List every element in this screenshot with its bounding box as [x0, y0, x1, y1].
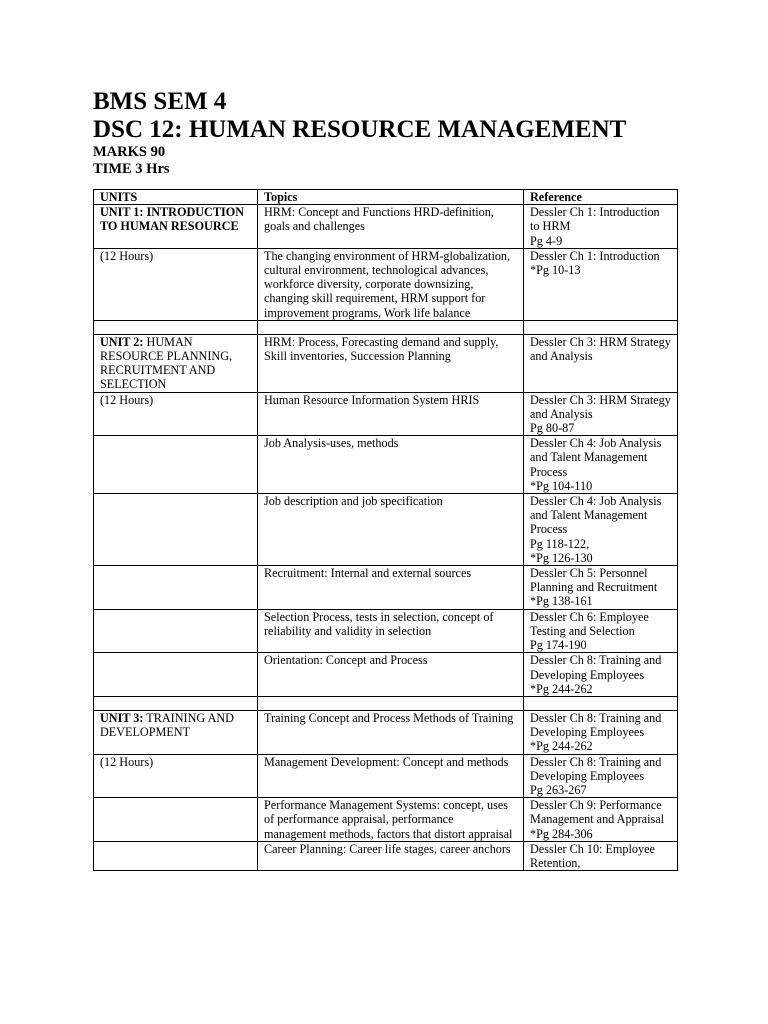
unit-cell	[94, 436, 258, 494]
topic-cell: Human Resource Information System HRIS	[258, 392, 524, 436]
unit-cell	[94, 798, 258, 842]
topic-cell: Career Planning: Career life stages, career anchors	[258, 841, 524, 870]
reference-line: Dessler Ch 8: Training and Developing Employees	[530, 710, 662, 740]
reference-line: Dessler Ch 1: Introduction *Pg 10-13	[530, 248, 660, 278]
unit-heading: UNIT 2:	[100, 334, 144, 349]
table-row	[94, 436, 678, 494]
reference-line: Dessler Ch 8: Training and Developing Employees	[530, 653, 662, 682]
unit-cell	[94, 494, 258, 566]
column-header-reference: Reference	[524, 190, 678, 205]
unit-text: HUMAN RESOURCE PLANNING, RECRUITMENT AND SELECTION	[100, 334, 233, 392]
reference-cell	[524, 334, 678, 392]
unit-cell	[94, 609, 258, 653]
syllabus-table	[93, 189, 678, 871]
reference-cell	[524, 248, 678, 320]
topic-cell: Recruitment: Internal and external sources	[258, 566, 524, 610]
reference-line: Dessler Ch 8: Training and Developing Employees	[530, 754, 662, 783]
reference-cell	[524, 754, 678, 798]
table-row	[94, 841, 678, 870]
table-row	[94, 392, 678, 436]
unit-cell	[94, 334, 258, 392]
reference-cell	[524, 566, 678, 610]
reference-line: Dessler Ch 3: HRM Strategy and Analysis	[530, 392, 671, 421]
reference-line: Dessler Ch 4: Job Analysis and Talent Management Process	[530, 436, 662, 479]
reference-line: Pg 80-87	[530, 421, 575, 436]
empty-cell	[524, 320, 678, 334]
table-row	[94, 205, 678, 249]
reference-cell	[524, 494, 678, 566]
table-row	[94, 609, 678, 653]
spacer-row	[94, 696, 678, 710]
table-row	[94, 653, 678, 697]
unit-heading: UNIT 3:	[100, 710, 144, 725]
topic-cell: The changing environment of HRM-globalization, cultural environment, technological advances, workforce diversity, corporate downsizing, changing skill requirement, HRM support for improvement programs, Work life balance	[258, 248, 524, 320]
course-title-line2: DSC 12: HUMAN RESOURCE MANAGEMENT	[93, 116, 627, 143]
topic-cell: Selection Process, tests in selection, concept of reliability and validity in selection	[258, 609, 524, 653]
reference-line: *Pg 104-110	[530, 478, 593, 493]
table-row	[94, 798, 678, 842]
empty-cell	[94, 320, 258, 334]
table-row	[94, 248, 678, 320]
unit-heading: UNIT 1: INTRODUCTION TO HUMAN RESOURCE	[100, 205, 245, 234]
topic-cell: Orientation: Concept and Process	[258, 653, 524, 697]
unit-cell	[94, 566, 258, 610]
reference-cell	[524, 653, 678, 697]
unit-cell	[94, 841, 258, 870]
reference-cell	[524, 609, 678, 653]
time-label: TIME 3 Hrs	[93, 161, 170, 177]
unit-cell	[94, 653, 258, 697]
empty-cell	[524, 696, 678, 710]
empty-cell	[258, 696, 524, 710]
reference-line: *Pg 138-161	[530, 594, 593, 609]
topic-cell: Training Concept and Process Methods of Training	[258, 710, 524, 754]
topic-cell: HRM: Concept and Functions HRD-definition, goals and challenges	[258, 205, 524, 249]
reference-line: Pg 4-9	[530, 233, 563, 248]
topic-cell: Job description and job specification	[258, 494, 524, 566]
reference-line: Dessler Ch 5: Personnel Planning and Recruitment	[530, 566, 658, 595]
unit-cell	[94, 754, 258, 798]
reference-cell	[524, 392, 678, 436]
reference-line: *Pg 244-262	[530, 681, 593, 696]
reference-cell	[524, 710, 678, 754]
document-page	[93, 88, 677, 871]
reference-line: *Pg 284-306	[530, 826, 593, 841]
marks-label: MARKS 90	[93, 144, 166, 160]
topic-cell: Job Analysis-uses, methods	[258, 436, 524, 494]
syllabus-table-body	[94, 205, 678, 871]
empty-cell	[94, 696, 258, 710]
column-header-topics: Topics	[258, 190, 524, 205]
topic-cell: HRM: Process, Forecasting demand and supply, Skill inventories, Succession Planning	[258, 334, 524, 392]
unit-text: TRAINING AND DEVELOPMENT	[100, 710, 234, 740]
reference-cell	[524, 436, 678, 494]
reference-cell	[524, 205, 678, 249]
table-row	[94, 566, 678, 610]
column-header-units: UNITS	[94, 190, 258, 205]
topic-cell: Management Development: Concept and methods	[258, 754, 524, 798]
reference-line: Pg 118-122,	[530, 536, 590, 551]
reference-line: *Pg 244-262	[530, 739, 593, 754]
reference-line: Dessler Ch 3: HRM Strategy and Analysis	[530, 334, 671, 364]
unit-cell	[94, 248, 258, 320]
topic-cell: Performance Management Systems: concept, uses of performance appraisal, performance management methods, factors that distort appraisal	[258, 798, 524, 842]
unit-text: (12 Hours)	[100, 392, 154, 407]
reference-cell	[524, 841, 678, 870]
reference-line: Dessler Ch 10: Employee Retention,	[530, 841, 655, 870]
table-row	[94, 710, 678, 754]
reference-cell	[524, 798, 678, 842]
unit-cell	[94, 205, 258, 249]
reference-line: Dessler Ch 6: Employee Testing and Selection	[530, 609, 649, 638]
table-header-row	[94, 190, 678, 205]
reference-line: Dessler Ch 4: Job Analysis and Talent Management Process	[530, 494, 662, 537]
reference-line: Pg 174-190	[530, 638, 587, 653]
reference-line: Dessler Ch 1: Introduction to HRM	[530, 205, 660, 234]
table-row	[94, 494, 678, 566]
spacer-row	[94, 320, 678, 334]
unit-text: (12 Hours)	[100, 248, 154, 263]
course-title-line1: BMS SEM 4	[93, 88, 227, 115]
table-row	[94, 334, 678, 392]
unit-cell	[94, 392, 258, 436]
table-row	[94, 754, 678, 798]
unit-cell	[94, 710, 258, 754]
reference-line: Pg 263-267	[530, 782, 587, 797]
reference-line: Dessler Ch 9: Performance Management and Appraisal	[530, 798, 665, 827]
reference-line: *Pg 126-130	[530, 550, 593, 565]
empty-cell	[258, 320, 524, 334]
unit-text: (12 Hours)	[100, 754, 154, 769]
